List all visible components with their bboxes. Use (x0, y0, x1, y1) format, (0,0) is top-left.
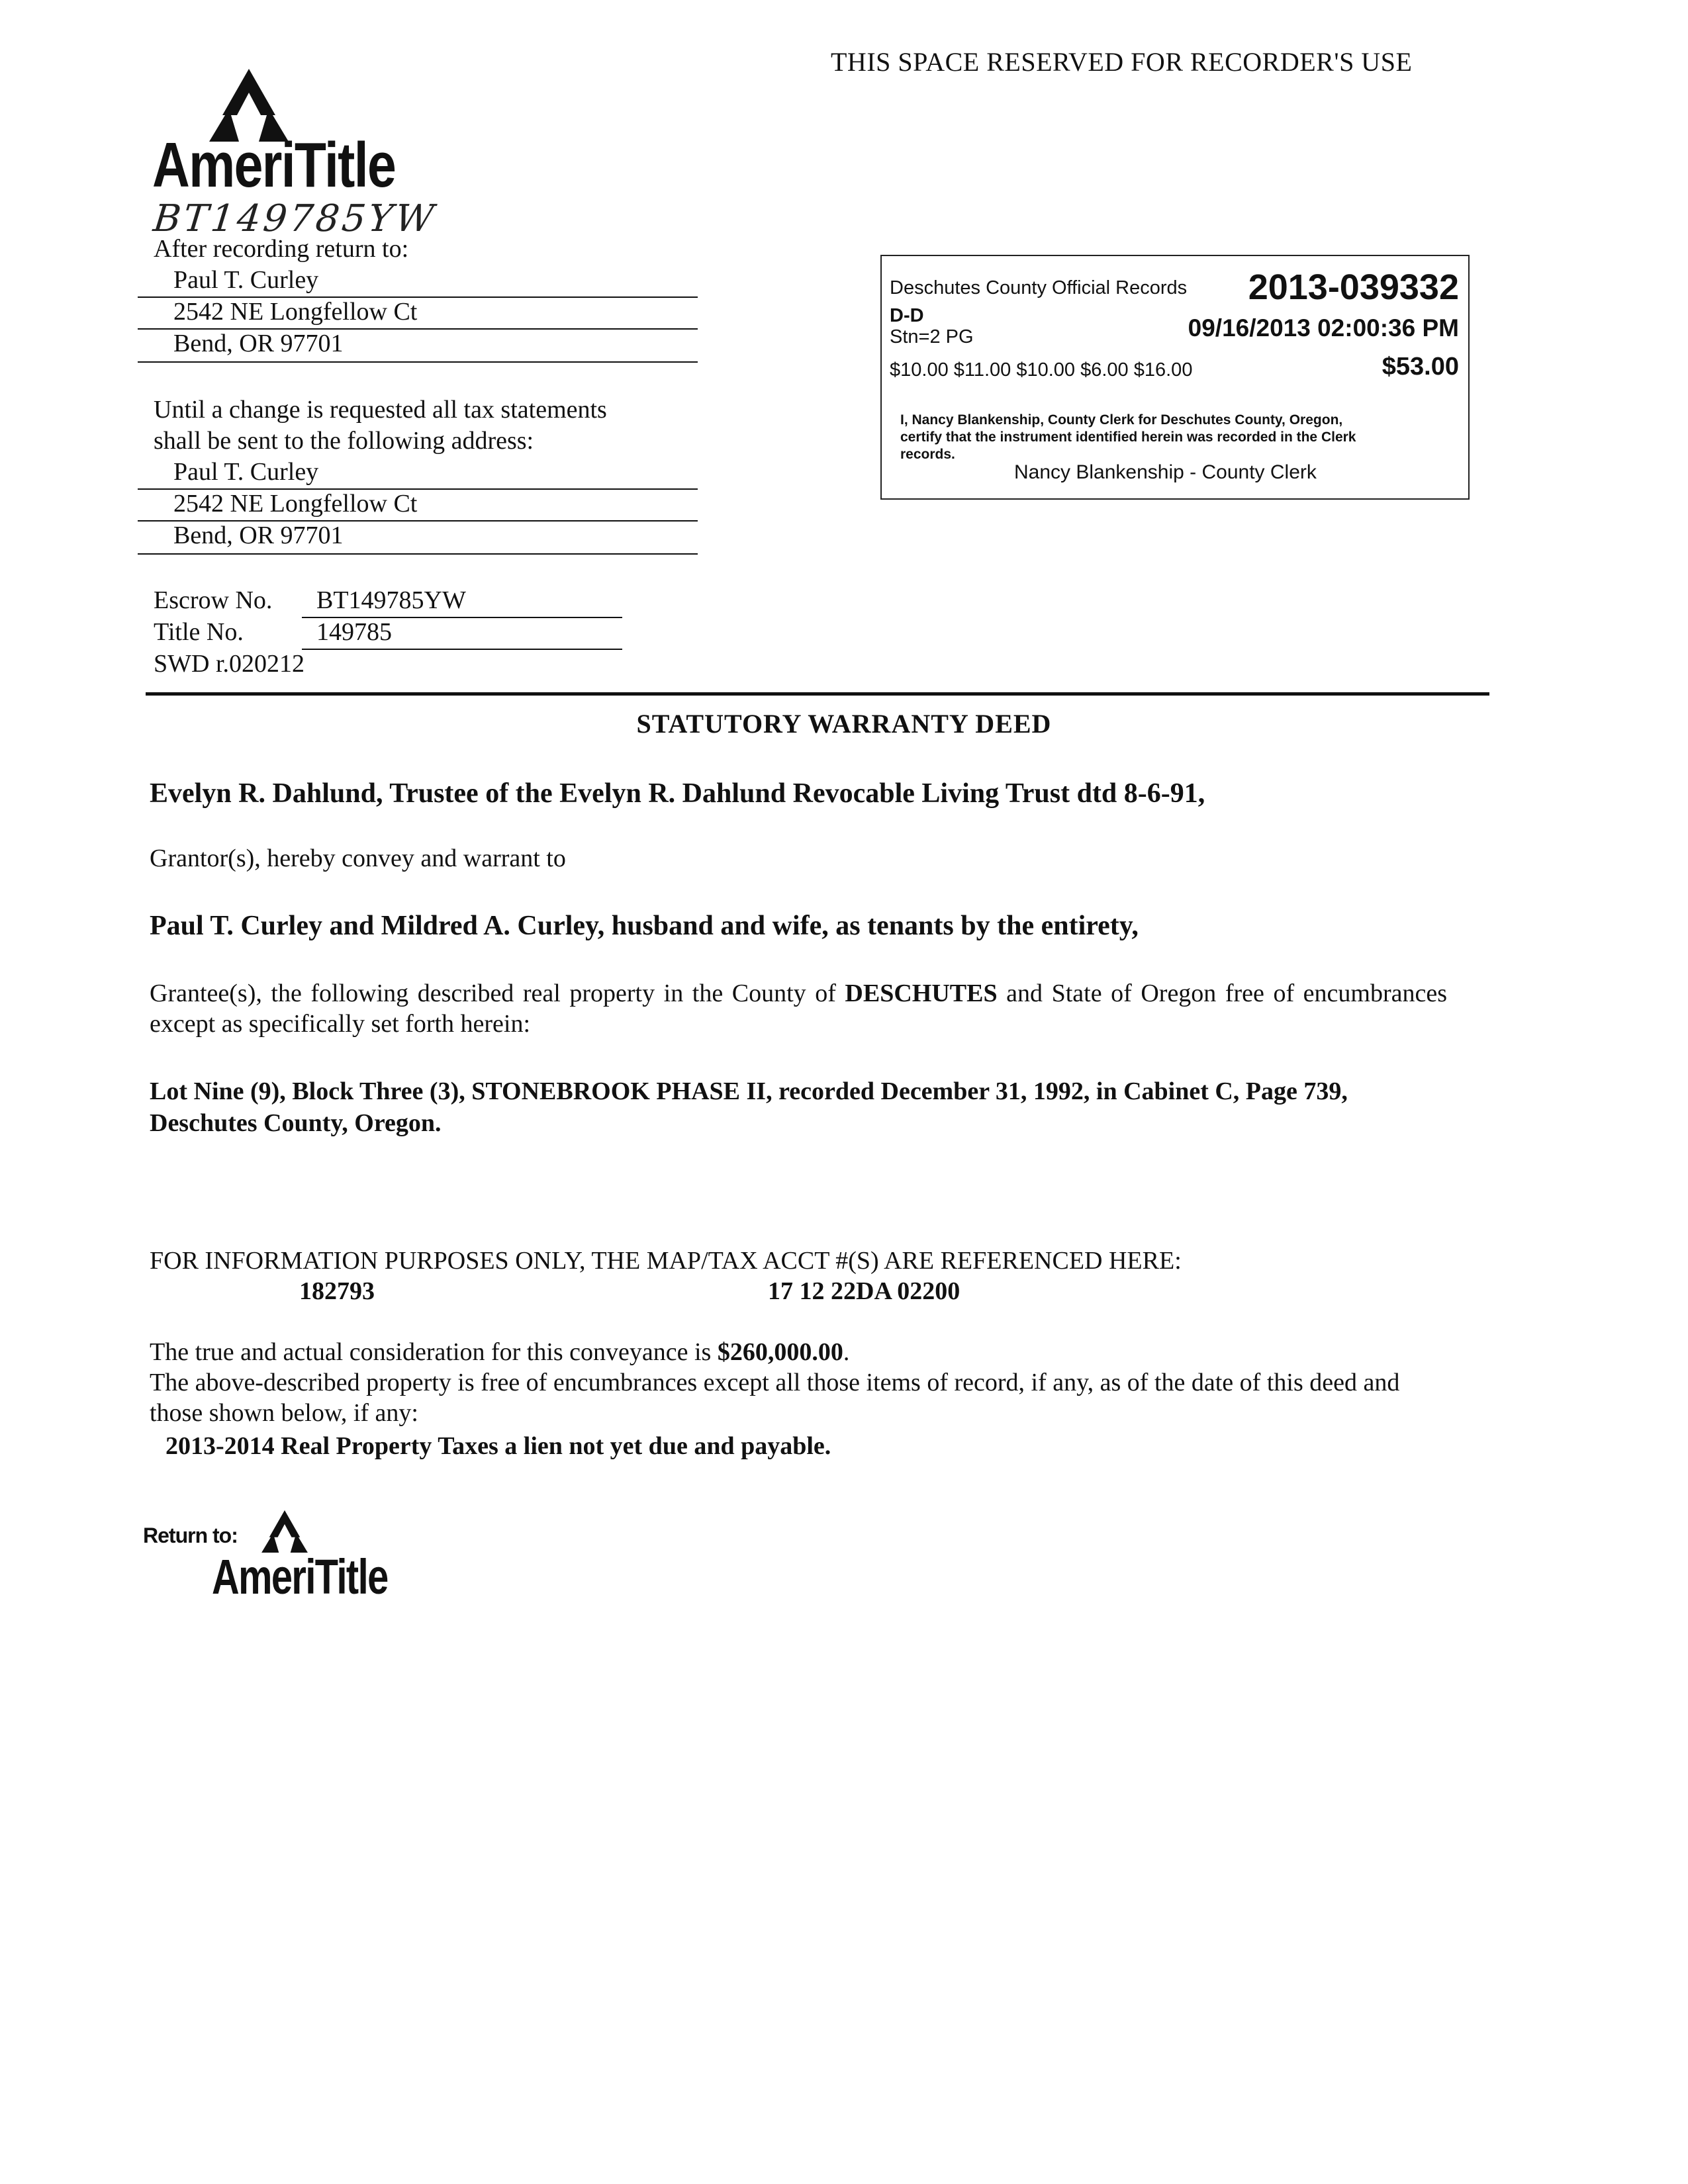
tax-statement-line1: Until a change is requested all tax statements (154, 396, 607, 424)
consideration-post: . (843, 1338, 850, 1366)
return-city: Bend, OR 97701 (173, 330, 344, 357)
map-tax-heading: FOR INFORMATION PURPOSES ONLY, THE MAP/TAX ACCT #(S) ARE REFERENCED HERE: (150, 1247, 1182, 1275)
grantee-name: Paul T. Curley and Mildred A. Curley, husband and wife, as tenants by the entirety, (150, 911, 1139, 941)
consideration-text (150, 1337, 1447, 1367)
tax-street: 2542 NE Longfellow Ct (173, 490, 418, 518)
legal-description-line1: Lot Nine (9), Block Three (3), STONEBROOK PHASE II, recorded December 31, 1992, in Cabinet C, Page 739, (150, 1077, 1348, 1105)
certification-line1: I, Nancy Blankenship, County Clerk for Deschutes County, Oregon, (900, 412, 1343, 428)
recorder-space-notice: THIS SPACE RESERVED FOR RECORDER'S USE (831, 47, 1413, 77)
recording-number: 2013-039332 (1248, 267, 1459, 307)
return-street: 2542 NE Longfellow Ct (173, 298, 418, 326)
recording-stamp-box (880, 255, 1470, 500)
legal-description-line2: Deschutes County, Oregon. (150, 1109, 442, 1137)
deed-title: STATUTORY WARRANTY DEED (636, 709, 1052, 739)
grantee-text (150, 978, 1447, 1039)
certification-line2: certify that the instrument identified herein was recorded in the Clerk (900, 430, 1356, 445)
tax-exception: 2013-2014 Real Property Taxes a lien not yet due and payable. (165, 1432, 831, 1460)
divider (138, 361, 698, 363)
recording-datetime: 09/16/2013 02:00:36 PM (1188, 314, 1459, 341)
tax-name: Paul T. Curley (173, 458, 319, 486)
handwritten-escrow-note: BT149785YW (151, 197, 439, 240)
grantee-text-post: and State of Oregon free of encumbrances except as specifically set forth herein: (150, 979, 1448, 1038)
footer-logo-text: AmeriTitle (212, 1549, 388, 1604)
recording-fees: $10.00 $11.00 $10.00 $6.00 $16.00 (890, 359, 1193, 381)
grantee-text-pre: Grantee(s), the following described real property in the County of (150, 979, 845, 1007)
escrow-label: Escrow No. (154, 586, 273, 614)
divider (138, 553, 698, 555)
recording-office: Deschutes County Official Records (890, 277, 1188, 298)
grantor-name: Evelyn R. Dahlund, Trustee of the Evelyn R. Dahlund Revocable Living Trust dtd 8-6-91, (150, 778, 1205, 809)
station-info: Stn=2 PG (890, 326, 974, 347)
return-heading: After recording return to: (154, 235, 409, 263)
certification-line3: records. (900, 447, 955, 462)
consideration-amount: $260,000.00 (717, 1338, 843, 1366)
title-number: 149785 (316, 618, 392, 646)
tax-account-number: 182793 (299, 1277, 375, 1305)
footer-return-to: Return to: (143, 1524, 238, 1547)
recording-total: $53.00 (1382, 353, 1459, 381)
county-name: DESCHUTES (845, 979, 998, 1007)
map-number: 17 12 22DA 02200 (768, 1277, 961, 1305)
return-name: Paul T. Curley (173, 266, 319, 294)
tax-statement-line2: shall be sent to the following address: (154, 427, 534, 455)
ameritle-logo-text: AmeriTitle (152, 130, 396, 201)
grantor-text: Grantor(s), hereby convey and warrant to (150, 844, 566, 872)
encumbrance-text: The above-described property is free of encumbrances except all those items of record, if any, as of the date of this deed and those shown below, if any: (150, 1369, 1400, 1427)
escrow-number: BT149785YW (316, 586, 466, 614)
swd-revision: SWD r.020212 (154, 650, 305, 678)
consideration-pre: The true and actual consideration for this conveyance is (150, 1338, 718, 1366)
tax-city: Bend, OR 97701 (173, 522, 344, 549)
ameritle-a-icon (261, 1510, 308, 1553)
section-divider (146, 692, 1489, 696)
document-type: D-D (890, 305, 924, 326)
divider (302, 649, 622, 650)
title-label: Title No. (154, 618, 244, 646)
county-clerk: Nancy Blankenship - County Clerk (1014, 461, 1317, 483)
